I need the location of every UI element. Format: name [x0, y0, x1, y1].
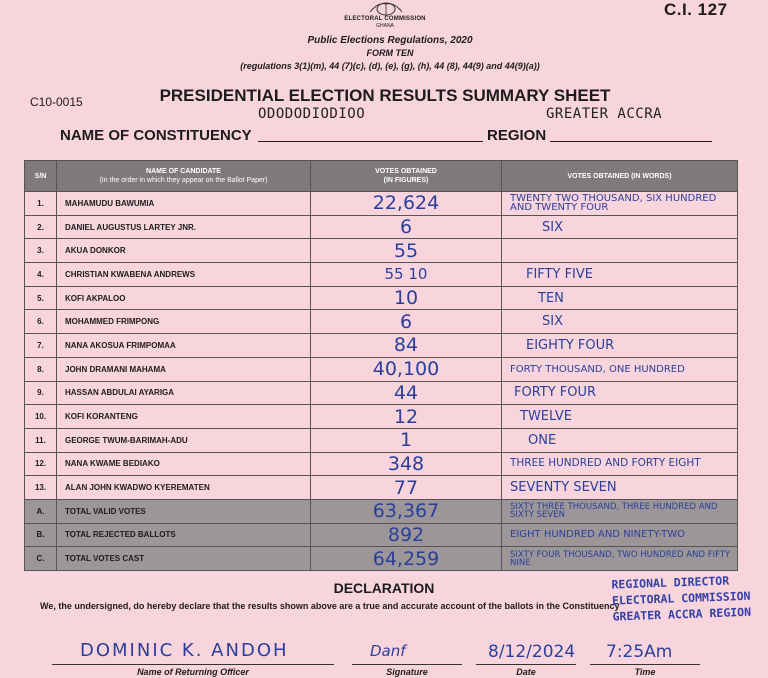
constituency-label: NAME OF CONSTITUENCY: [60, 127, 252, 144]
total-row: [25, 547, 738, 571]
total-label: TOTAL VOTES CAST: [57, 547, 311, 571]
stamp-line-1: REGIONAL DIRECTOR: [611, 573, 730, 592]
header-words: VOTES OBTAINED (IN WORDS): [502, 161, 738, 192]
form-code: C10-0015: [30, 95, 83, 109]
region-label: REGION: [487, 127, 547, 144]
time-line: [590, 664, 700, 665]
table-row: [25, 405, 738, 429]
date-line: [476, 664, 576, 665]
votes-words: TWENTY TWO THOUSAND, SIX HUNDRED AND TWENTY FOUR: [502, 192, 738, 216]
row-sn: 5.: [25, 286, 57, 310]
official-stamp: [611, 571, 763, 624]
header-figures: [311, 161, 502, 192]
total-words: SIXTY FOUR THOUSAND, TWO HUNDRED AND FIFTY NINE: [502, 547, 738, 571]
signature-caption: Signature: [386, 667, 428, 677]
votes-figures: 1: [311, 428, 502, 452]
votes-figures: 84: [311, 334, 502, 358]
candidate-name: CHRISTIAN KWABENA ANDREWS: [57, 263, 311, 287]
votes-figures: 55: [311, 239, 502, 263]
votes-figures: 44: [311, 381, 502, 405]
candidate-name: DANIEL AUGUSTUS LARTEY JNR.: [57, 215, 311, 239]
region-value: GREATER ACCRA: [546, 106, 663, 122]
results-table: [24, 160, 738, 571]
votes-figures: 10: [311, 286, 502, 310]
signature: Danf: [370, 642, 406, 660]
ghana-coat-of-arms-icon: [356, 0, 416, 16]
total-words: SIXTY THREE THOUSAND, THREE HUNDRED AND SIXTY SEVEN: [502, 499, 738, 523]
votes-figures: 77: [311, 476, 502, 500]
candidate-name: AKUA DONKOR: [57, 239, 311, 263]
stamp-line-2: ELECTORAL COMMISSION: [611, 588, 751, 608]
votes-words: FORTY FOUR: [502, 381, 738, 405]
votes-figures: 12: [311, 405, 502, 429]
total-sn: B.: [25, 523, 57, 547]
row-sn: 12.: [25, 452, 57, 476]
form-label: FORM TEN: [366, 48, 414, 58]
header-figures-title: VOTES OBTAINED: [375, 168, 437, 175]
table-row: [25, 310, 738, 334]
candidate-name: HASSAN ABDULAI AYARIGA: [57, 381, 311, 405]
votes-words: SEVENTY SEVEN: [502, 476, 738, 500]
commission-name: ELECTORAL COMMISSION: [344, 16, 426, 22]
row-sn: 11.: [25, 428, 57, 452]
table-row: [25, 428, 738, 452]
total-row: [25, 523, 738, 547]
time-value: 7:25Am: [606, 642, 673, 662]
row-sn: 1.: [25, 192, 57, 216]
commission-country: GHANA: [376, 23, 394, 29]
table-row: [25, 357, 738, 381]
votes-words: TEN: [502, 286, 738, 310]
votes-words: SIX: [502, 310, 738, 334]
votes-words: ONE: [502, 428, 738, 452]
votes-words: SIX: [502, 215, 738, 239]
header-sn: S/N: [25, 161, 57, 192]
officer-name-line: [52, 664, 334, 665]
region-underline: [550, 141, 712, 142]
table-row: [25, 192, 738, 216]
candidate-name: GEORGE TWUM-BARIMAH-ADU: [57, 428, 311, 452]
regulations-title: Public Elections Regulations, 2020: [307, 35, 473, 46]
table-row: [25, 286, 738, 310]
stamp-line-3: GREATER ACCRA REGION: [612, 604, 752, 624]
constituency-value: ODODODIODIOO: [258, 106, 366, 122]
row-sn: 4.: [25, 263, 57, 287]
row-sn: 8.: [25, 357, 57, 381]
returning-officer-name: DOMINIC K. ANDOH: [80, 640, 289, 661]
total-figures: 63,367: [311, 499, 502, 523]
row-sn: 9.: [25, 381, 57, 405]
votes-words: TWELVE: [502, 405, 738, 429]
total-row: [25, 499, 738, 523]
candidate-name: NANA KWAME BEDIAKO: [57, 452, 311, 476]
table-header-row: [25, 161, 738, 192]
votes-words: FIFTY FIVE: [502, 263, 738, 287]
total-figures: 64,259: [311, 547, 502, 571]
table-row: [25, 452, 738, 476]
header-name-sub: (In the order in which they appear on the Ballot Paper): [99, 177, 268, 184]
table-row: [25, 239, 738, 263]
header-name: [57, 161, 311, 192]
declaration-title: DECLARATION: [333, 580, 435, 596]
time-caption: Time: [634, 667, 656, 677]
date-caption: Date: [516, 667, 536, 677]
candidate-name: KOFI KORANTENG: [57, 405, 311, 429]
header-name-title: NAME OF CANDIDATE: [146, 168, 221, 175]
regulations-reference: (regulations 3(1)(m), 44 (7)(c), (d), (e), (g), (h), 44 (8), 44(9) and 44(9)(a)): [240, 61, 540, 71]
votes-figures: 6: [311, 215, 502, 239]
votes-figures: 55 10: [311, 263, 502, 287]
declaration-text: We, the undersigned, do hereby declare that the results shown above are a true and accurate account of the ballots in the Constituency: [40, 601, 620, 611]
votes-figures: 40,100: [311, 357, 502, 381]
total-figures: 892: [311, 523, 502, 547]
total-sn: C.: [25, 547, 57, 571]
row-sn: 6.: [25, 310, 57, 334]
row-sn: 7.: [25, 334, 57, 358]
table-row: [25, 476, 738, 500]
table-row: [25, 263, 738, 287]
total-label: TOTAL VALID VOTES: [57, 499, 311, 523]
candidate-name: JOHN DRAMANI MAHAMA: [57, 357, 311, 381]
total-words: EIGHT HUNDRED AND NINETY-TWO: [502, 523, 738, 547]
date-value: 8/12/2024: [488, 642, 576, 662]
table-row: [25, 381, 738, 405]
total-sn: A.: [25, 499, 57, 523]
table-row: [25, 215, 738, 239]
candidate-name: NANA AKOSUA FRIMPOMAA: [57, 334, 311, 358]
signature-line: [352, 664, 462, 665]
votes-words: [502, 239, 738, 263]
row-sn: 13.: [25, 476, 57, 500]
votes-words: EIGHTY FOUR: [502, 334, 738, 358]
candidate-name: KOFI AKPALOO: [57, 286, 311, 310]
votes-figures: 348: [311, 452, 502, 476]
sheet-title: PRESIDENTIAL ELECTION RESULTS SUMMARY SHEET: [159, 86, 611, 105]
row-sn: 10.: [25, 405, 57, 429]
ci-number: C.I. 127: [664, 0, 728, 19]
candidate-name: ALAN JOHN KWADWO KYEREMATEN: [57, 476, 311, 500]
total-label: TOTAL REJECTED BALLOTS: [57, 523, 311, 547]
row-sn: 3.: [25, 239, 57, 263]
votes-words: THREE HUNDRED AND FORTY EIGHT: [502, 452, 738, 476]
officer-name-caption: Name of Returning Officer: [137, 667, 249, 677]
votes-figures: 6: [311, 310, 502, 334]
row-sn: 2.: [25, 215, 57, 239]
header-figures-sub: (IN FIGURES): [383, 177, 429, 184]
candidate-name: MAHAMUDU BAWUMIA: [57, 192, 311, 216]
votes-words: FORTY THOUSAND, ONE HUNDRED: [502, 357, 738, 381]
constituency-underline: [258, 141, 483, 142]
candidate-name: MOHAMMED FRIMPONG: [57, 310, 311, 334]
table-row: [25, 334, 738, 358]
votes-figures: 22,624: [311, 192, 502, 216]
